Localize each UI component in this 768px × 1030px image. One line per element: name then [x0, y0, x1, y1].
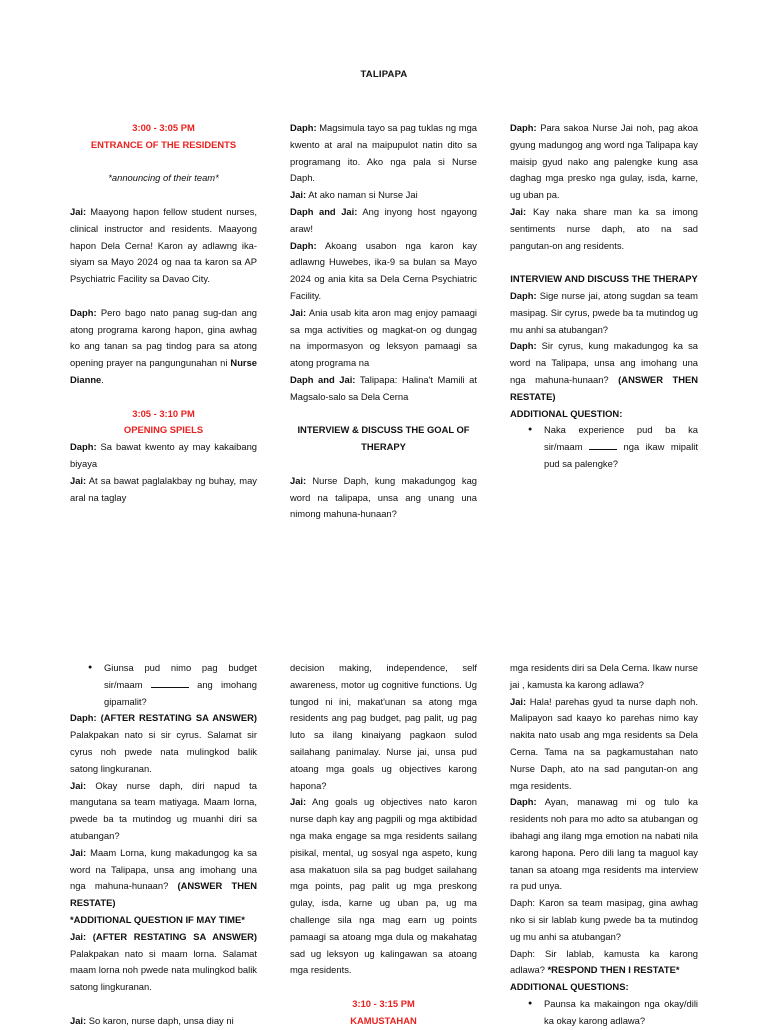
script-line	[70, 845, 257, 912]
speaker-name: Daph:	[290, 122, 317, 133]
script-line	[290, 473, 477, 523]
script-line	[510, 694, 698, 795]
speaker-name: Daph and Jai:	[290, 205, 358, 217]
speaker-name: Jai:	[510, 695, 527, 707]
speech-text: At sa bawat paglalakbay ng buhay, may aral na taglay	[70, 474, 257, 503]
script-line	[510, 204, 698, 254]
speech-text: Maayong hapon fellow student nurses, clinical instructor and residents. Maayong hapon Dela Cerna! Karon ay adlawng ika-siyam sa Mayo 2024 og naa ta karon sa AP Psychiatric Facility sa Davao City.	[70, 205, 257, 285]
script-line: decision making, independence, self awareness, motor ug cognitive functions. Ug tungod ni ini, makat'unan sa atong mga residents ang pag budget, pag palit, ug pag luto sa ilang kinaiyang pagkaon sulod sailahang panimalay. Nurse jai, unsa pud atoang mga goals ug objectives karong hapona?	[290, 662, 477, 791]
script-line	[510, 946, 698, 980]
speech-text: So karon, nurse daph, unsa diay ni	[86, 1014, 234, 1026]
fill-in-blank	[589, 440, 617, 450]
speech-text: Daph: Sir lablab, kamusta ka karong adlawa?	[510, 947, 698, 976]
script-line	[290, 204, 477, 238]
script-line	[70, 305, 257, 389]
document-page-2	[0, 644, 768, 1024]
speech-text: Nurse Daph, kung makadungog kag word na talipapa, unsa ang unang una nimong mahuna-hunaan?	[290, 474, 477, 520]
speaker-name: Daph: (AFTER RESTATING SA ANSWER)	[70, 712, 257, 724]
section-heading: OPENING SPIELS	[123, 424, 204, 436]
question-item	[70, 660, 257, 710]
speech-text: .	[101, 373, 104, 385]
script-line	[70, 1013, 257, 1030]
speech-text: Para sakoa Nurse Jai noh, pag akoa gyung madungog ang word nga Talipapa kay maisip gyud nako ang palengke kung asa daghag mga presko nga gulay, isda, karne, ug uban pa.	[510, 122, 698, 201]
speech-text: Talipapa: Halina't Mamili at Magsalo-salo sa Dela Cerna	[290, 373, 478, 402]
question-list	[510, 996, 698, 1030]
speech-emphasis: Nurse Dianne	[70, 357, 257, 385]
question-list	[70, 660, 257, 710]
speaker-name: Daph:	[510, 340, 537, 352]
speech-text: Ayan, manawag mi og tulo ka residents noh para mo adto sa atubangan og ibahagi ang ilang mga emotion na nabati nila karong hapona. Pero dili lang ta maguol kay tanan sa atoang mga residents ma interview ra pud unya.	[510, 796, 698, 892]
speech-emphasis: (ANSWER THEN RESTATE)	[510, 373, 698, 402]
section-heading: INTERVIEW AND DISCUSS THE THERAPY	[510, 273, 698, 285]
stage-note: *announcing of their team*	[108, 172, 219, 184]
speaker-name: Jai:	[70, 779, 87, 791]
speaker-name: Daph:	[70, 306, 97, 318]
speaker-name: Jai:	[290, 306, 307, 318]
script-line: Daph: Karon sa team masipag, gina awhag nko si sir lablab kung pwede ba ta mutindog ug mu anhi sa atubangan?	[510, 897, 698, 942]
speech-text: Palakpakan nato si maam lorna. Salamat maam lorna noh pwede nata mulingkod balik satong lingkuranan.	[70, 947, 257, 993]
time-label: 3:05 - 3:10 PM	[132, 407, 195, 419]
section-heading: KAMUSTAHAN	[350, 1014, 417, 1026]
speech-text: Kay naka share man ka sa imong sentiments nurse daph, ato na sad pangutan-on ang residents.	[510, 205, 698, 251]
additional-question-heading: ADDITIONAL QUESTIONS:	[510, 981, 629, 993]
script-line	[510, 794, 698, 895]
script-line	[290, 238, 477, 305]
time-label: 3:00 - 3:05 PM	[132, 122, 195, 133]
script-line	[70, 929, 257, 996]
speech-text: Ang inyong host ngayong araw!	[290, 205, 477, 234]
time-label: 3:10 - 3:15 PM	[352, 997, 415, 1009]
speaker-name: Jai:	[70, 1014, 87, 1026]
script-line	[70, 439, 257, 473]
script-line	[70, 778, 257, 845]
section-heading: INTERVIEW & DISCUSS THE GOAL OF THERAPY	[297, 424, 470, 453]
speech-text: Pero bago nato panag sug-dan ang atong programa karong hapon, gina awhag ko ang tanan sa pag tindog para sa atong opening prayer na pangungunahan ni	[70, 306, 257, 369]
page1-column-1	[70, 120, 257, 506]
speaker-name: Jai:	[70, 474, 87, 486]
fill-in-blank	[151, 678, 189, 688]
speech-emphasis: *RESPOND THEN I RESTATE*	[547, 964, 680, 976]
speech-text: Hala! parehas gyud ta nurse daph noh. Malipayon sad kaayo ko parehas nimo kay nakita nato usab ang mga residents sa Dela Cerna. Tama na sa pagkamustahan nato Nurse Daph, ato na sad pangutan-on ang mga residents.	[510, 695, 698, 791]
page2-column-2	[290, 660, 477, 1030]
speaker-name: Jai:	[290, 796, 307, 808]
speech-text: Akoang usabon nga karon kay adlawng Huwebes, ika-9 sa bulan sa Mayo 2024 og ania kita sa Dela Cerna Psychiatric Facility.	[290, 239, 477, 301]
question-text: nga ikaw mipalit pud sa palengke?	[544, 441, 698, 469]
speech-text: Okay nurse daph, diri napud ta mangutana sa team matiyaga. Maam lorna, pwede ba ta mutindog ug muanhi diri sa atubangan?	[70, 779, 257, 841]
additional-question-heading: *ADDITIONAL QUESTION IF MAY TIME*	[70, 913, 245, 925]
page-gap	[0, 592, 768, 644]
script-line	[290, 794, 477, 979]
speaker-name: Daph:	[290, 239, 317, 251]
page1-column-3	[510, 120, 698, 473]
speaker-name: Daph:	[510, 796, 537, 808]
script-line	[510, 120, 698, 204]
speaker-name: Daph:	[70, 441, 97, 453]
speaker-name: Jai: (AFTER RESTATING SA ANSWER)	[70, 930, 257, 942]
speaker-name: Daph:	[510, 122, 537, 133]
section-heading: ENTRANCE OF THE RESIDENTS	[90, 138, 237, 150]
additional-question-heading: ADDITIONAL QUESTION:	[510, 407, 623, 419]
question-list	[510, 422, 698, 472]
speaker-name: Jai:	[510, 205, 527, 217]
script-line: mga residents diri sa Dela Cerna. Ikaw nurse jai , kamusta ka karong adlawa?	[510, 662, 698, 690]
question-item	[510, 422, 698, 472]
speaker-name: Jai:	[70, 846, 87, 858]
script-line	[510, 288, 698, 338]
question-text: Giunsa pud nimo pag budget sir/maam	[104, 662, 257, 690]
script-line	[70, 473, 257, 507]
speech-text: Sa bawat kwento ay may kakaibang biyaya	[70, 441, 257, 469]
script-line	[290, 120, 477, 187]
speech-text: Sir cyrus, kung makadungog ka sa word na Talipapa, unsa ang imohang una nga mahuna-hunaan?	[510, 340, 698, 385]
speech-text: At ako naman si Nurse Jai	[306, 189, 418, 201]
page1-column-2	[290, 120, 477, 523]
speech-text: Ang goals ug objectives nato karon nurse daph kay ang pagpili og mga aktibidad nga maka engage sa mga residents sailang pisikal, mental, ug sosyal nga aspeto, kung asa makatuon sila sa pag budget sailahang mga points, pag palit ug mga preskong gulay, isda, karne ug uban pa, ug ma challenge sila nga mag earn ug points pamaagi sa atoang mga dula og makahatag sad ug leksyon ug kalingawan sa atoang mga residents.	[290, 796, 477, 976]
script-line	[70, 710, 257, 777]
script-line	[290, 187, 477, 204]
speaker-name: Jai:	[70, 205, 87, 217]
speech-text: Sige nurse jai, atong sugdan sa team masipag. Sir cyrus, pwede ba ta mutindog ug mu anhi sa atubangan?	[510, 289, 698, 335]
speech-text: Palakpakan nato si sir cyrus. Salamat sir cyrus noh pwede nata mulingkod balik satong lingkuranan.	[70, 729, 257, 774]
speech-emphasis: (ANSWER THEN RESTATE)	[70, 880, 257, 909]
speech-text: Maam Lorna, kung makadungog ka sa word na Talipapa, unsa ang imohang una nga mahuna-hunaan?	[70, 846, 257, 892]
speech-text: Magsimula tayo sa pag tuklas ng mga kwento at aral na maipupulot natin dito sa programang ito. Ako nga pala si Nurse Daph.	[290, 122, 477, 184]
question-text: ang imohang gipamalit?	[104, 678, 257, 707]
script-line	[70, 204, 257, 288]
speaker-name: Jai:	[290, 189, 307, 201]
script-line	[290, 305, 477, 372]
question-item: ● Paunsa ka makaingon nga okay/dili ka okay karong adlawa?	[510, 996, 698, 1030]
page2-column-1	[70, 660, 257, 1030]
script-line	[510, 338, 698, 405]
document-title: TALIPAPA	[360, 69, 408, 80]
speaker-name: Jai:	[290, 474, 307, 486]
page2-column-3	[510, 660, 698, 1030]
speaker-name: Daph:	[510, 289, 537, 301]
question-text: Naka experience pud ba ka sir/maam	[544, 424, 698, 453]
speech-text: Ania usab kita aron mag enjoy pamaagi sa mga activities og magkat-on og dungag na impormasyon og leksyon pamaagi sa atong programa na	[290, 306, 477, 369]
speaker-name: Daph and Jai:	[290, 373, 356, 385]
script-line	[290, 372, 477, 406]
